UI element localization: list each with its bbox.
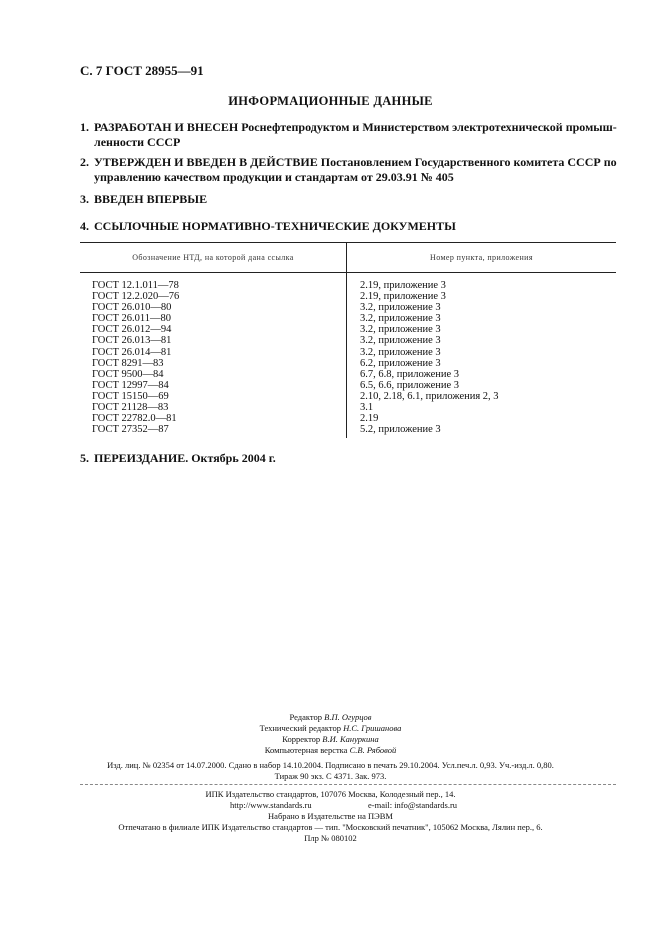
info-item-first-introduced [80,192,620,207]
info-item-reissue [80,451,620,466]
table-header-rule [80,272,616,273]
credit-name: В.И. Кануркина [322,734,379,744]
table-cell-document: ГОСТ 9500—84 [92,368,164,380]
table-cell-clause: 6.2, приложение 3 [360,357,441,369]
table-column-divider [346,242,347,438]
item-heading: ССЫЛОЧНЫЕ НОРМАТИВНО-ТЕХНИЧЕСКИЕ ДОКУМЕНТЫ [94,219,456,233]
table-cell-document: ГОСТ 8291—83 [92,357,164,369]
table-column-documents [92,280,179,435]
table-cell-clause: 3.2, приложение 3 [360,313,441,325]
item-heading: ВВЕДЕН ВПЕРВЫЕ [94,192,208,206]
publisher-website[interactable]: http://www.standards.ru [230,800,312,810]
item-number: 1. [80,120,89,134]
item-text-continued: управлению качеством продукции и стандартам от 29.03.91 № 405 [94,170,454,184]
credit-proofreader [0,734,661,745]
table-cell-document: ГОСТ 12.2.020—76 [92,291,180,303]
table-cell-document: ГОСТ 27352—87 [92,424,169,436]
table-cell-clause: 6.7, 6.8, приложение 3 [360,368,460,380]
table-cell-document: ГОСТ 12997—84 [92,379,169,391]
info-item-approved [80,155,620,185]
table-cell-clause: 3.2, приложение 3 [360,302,441,314]
table-cell-clause: 3.1 [360,402,374,414]
credit-layout [0,745,661,756]
item-text: Роснефтепродуктом и Министерством электротехнической промыш- [238,120,617,134]
publisher-address: ИПК Издательство стандартов, 107076 Москва, Колодезный пер., 14. [205,789,456,799]
item-text: Постановлением Государственного комитета СССР по [317,155,617,169]
table-cell-document: ГОСТ 22782.0—81 [92,413,177,425]
table-cell-clause: 3.2, приложение 3 [360,346,441,358]
credit-name: В.П. Огурцов [324,712,372,722]
credit-tech-editor [0,723,661,734]
publisher-typeset: Набрано в Издательстве на ПЭВМ [268,811,393,821]
table-cell-clause: 2.19, приложение 3 [360,280,446,291]
item-heading: УТВЕРЖДЕН И ВВЕДЕН В ДЕЙСТВИЕ [94,155,318,169]
table-cell-clause: 2.19, приложение 3 [360,291,446,303]
imprint-divider [80,784,616,785]
table-header-clause: Номер пункта, приложения [430,253,533,262]
item-heading: РАЗРАБОТАН И ВНЕСЕН [94,120,239,134]
item-text-continued: ленности СССР [94,135,181,149]
table-cell-clause: 6.5, 6.6, приложение 3 [360,379,460,391]
table-cell-clause: 2.19 [360,413,379,425]
table-cell-document: ГОСТ 26.011—80 [92,313,172,325]
credits-block [0,712,661,756]
item-number: 2. [80,155,89,169]
table-cell-clause: 5.2, приложение 3 [360,424,441,436]
credit-role: Компьютерная верстка [264,745,348,755]
item-number: 4. [80,219,89,233]
table-cell-document: ГОСТ 26.012—94 [92,324,172,336]
publisher-printed: Отпечатано в филиале ИПК Издательство стандартов — тип. "Московский печатник", 105062 Москва, Лялин пер., 6. [118,822,543,832]
item-heading: ПЕРЕИЗДАНИЕ. [94,451,189,465]
info-item-developed [80,120,620,150]
table-cell-document: ГОСТ 12.1.011—78 [92,280,179,291]
info-item-reference-docs [80,219,620,234]
table-header-document: Обозначение НТД, на которой дана ссылка [132,253,294,262]
table-cell-document: ГОСТ 15150—69 [92,390,169,402]
table-column-clauses [360,280,499,435]
imprint-line: Изд. лиц. № 02354 от 14.07.2000. Сдано в набор 14.10.2004. Подписано в печать 29.10.2004. Усл.печ.л. 0,93. Уч.-изд.л. 0,80. [107,760,554,770]
item-text: Октябрь 2004 г. [188,451,276,465]
table-cell-clause: 3.2, приложение 3 [360,335,441,347]
item-number: 3. [80,192,89,206]
credit-editor [0,712,661,723]
table-cell-clause: 2.10, 2.18, 6.1, приложения 2, 3 [360,390,499,402]
table-cell-clause: 3.2, приложение 3 [360,324,441,336]
publisher-email[interactable]: e-mail: info@standards.ru [368,800,458,810]
table-top-rule [80,242,616,243]
credit-role: Редактор [289,712,322,722]
table-cell-document: ГОСТ 26.014—81 [92,346,172,358]
credit-name: С.В. Рябовой [349,745,397,755]
publisher-plr: Плр № 080102 [304,833,357,843]
credit-role: Корректор [282,734,321,744]
imprint-line: Тираж 90 экз. С 4371. Зак. 973. [274,771,387,781]
credit-name: Н.С. Гришанова [343,723,402,733]
item-number: 5. [80,451,89,465]
page-header: С. 7 ГОСТ 28955—91 [80,63,204,78]
table-cell-document: ГОСТ 26.013—81 [92,335,172,347]
table-cell-document: ГОСТ 21128—83 [92,402,169,414]
table-cell-document: ГОСТ 26.010—80 [92,302,172,314]
credit-role: Технический редактор [259,723,341,733]
reference-table [80,242,616,438]
section-title: ИНФОРМАЦИОННЫЕ ДАННЫЕ [228,94,433,108]
